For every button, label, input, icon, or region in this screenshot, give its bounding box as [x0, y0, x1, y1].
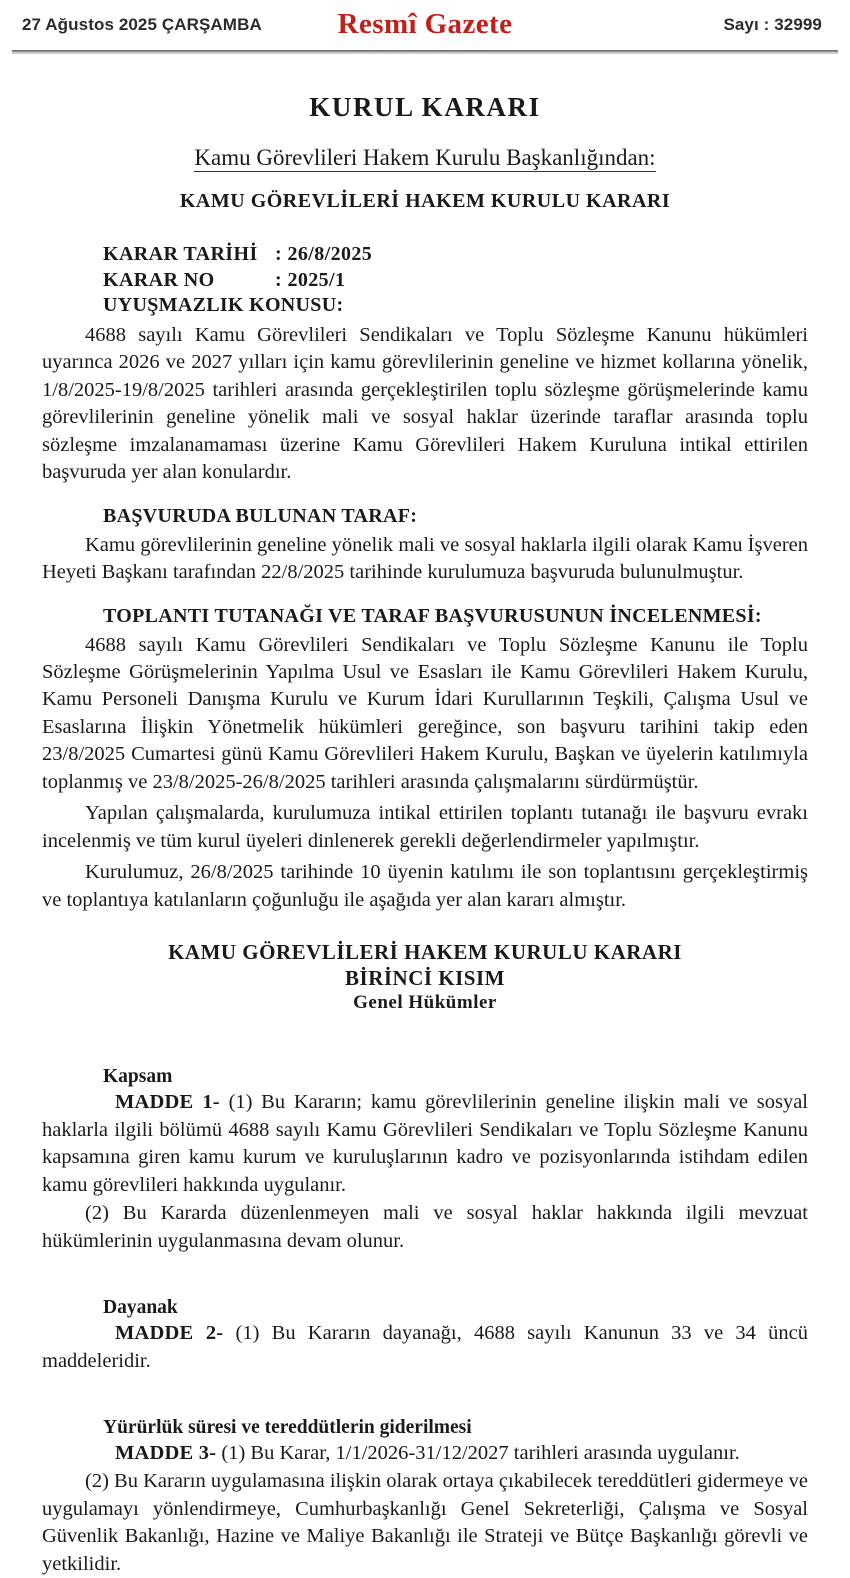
- document-subtitle: KAMU GÖREVLİLERİ HAKEM KURULU KARARI: [179, 190, 671, 212]
- applicant-paragraph: Kamu görevlilerinin geneline yönelik mali ve sosyal haklarla ilgili olarak Kamu İşveren Heyeti Başkanı tarafından 22/8/2025 tarihinde kurulumuza başvuruda bulunulmuştur.: [42, 533, 808, 584]
- article-2-paragraph-1-text: (1) Bu Kararın dayanağı, 4688 sayılı Kanunun 33 ve 34 üncü maddeleridir.: [42, 1322, 808, 1372]
- masthead-divider: [12, 50, 838, 54]
- article-3-paragraph-1-text: (1) Bu Karar, 1/1/2026-31/12/2027 tarihleri arasında uygulanır.: [221, 1441, 740, 1464]
- review-heading: TOPLANTI TUTANAĞI VE TARAF BAŞVURUSUNUN İNCELENMESİ:: [103, 604, 762, 627]
- decision-heading-part: BİRİNCİ KISIM: [345, 966, 505, 991]
- decision-date-label: KARAR TARİHİ: [103, 243, 258, 265]
- issue-number: Sayı : 32999: [723, 15, 822, 34]
- masthead: [0, 0, 850, 50]
- issuing-authority-text: Kamu Görevlileri Hakem Kurulu Başkanlığından:: [194, 145, 656, 170]
- article-1-paragraph-2: (2) Bu Kararda düzenlenmeyen mali ve sosyal haklar hakkında ilgili mevzuat hükümlerinin uygulanmasına devam olunur.: [42, 1202, 808, 1252]
- decision-no-label: KARAR NO: [103, 268, 215, 291]
- publication-date: 27 Ağustos 2025 ÇARŞAMBA: [22, 15, 262, 34]
- document-page: [0, 92, 850, 1578]
- decision-date-value: : 26/8/2025: [275, 243, 373, 265]
- article-1-number: MADDE 1-: [115, 1091, 220, 1114]
- dispute-subject-heading: UYUŞMAZLIK KONUSU:: [103, 294, 344, 317]
- meeting-paragraph: Kurulumuz, 26/8/2025 tarihinde 10 üyenin katılımı ile son toplantısını gerçekleştirmiş ve toplantıya katılanların çoğunluğu ile aşağıda yer alan kararı almıştır.: [42, 861, 808, 911]
- decision-heading-section: Genel Hükümler: [353, 992, 497, 1014]
- spacer: [30, 1014, 820, 1036]
- decision-date-row: [103, 242, 820, 268]
- article-3-paragraph-2: (2) Bu Kararın uygulamasına ilişkin olarak ortaya çıkabilecek tereddütleri gidermeye ve uygulamayı yönlendirmeye, Cumhurbaşkanlığı Genel Sekreterliği, Çalışma ve Sosyal Güvenlik Bakanlığı, Hazine ve Maliye Bakanlığı ile Strateji ve Bütçe Başkanlığı görevli ve yetkilidir.: [42, 1470, 808, 1575]
- decision-meta: [30, 242, 820, 319]
- article-1-paragraph-1: [30, 1089, 820, 1199]
- review-paragraph: 4688 sayılı Kamu Görevlileri Sendikaları ve Toplu Sözleşme Kanunu ile Toplu Sözleşme Görüşmelerinin Yapılma Usul ve Esasları ile Kamu Görevlileri Hakem Kurulu, Kamu Personeli Danışma Kurulu ve Kurum İdari Kurullarının Teşkili, Çalışma Usul ve Esaslarına İlişkin Yönetmelik hükümleri gereğince, son başvuru tarihini takip eden 23/8/2025 Cumartesi günü Kamu Görevlileri Hakem Kurulu, Başkan ve üyelerin katılımıyla toplanmış ve 23/8/2025-26/8/2025 tarihleri arasında çalışmalarını sürdürmüştür.: [42, 633, 808, 793]
- works-paragraph: Yapılan çalışmalarda, kurulumuza intikal ettirilen toplantı tutanağı ile başvuru evrakı incelenmiş ve tüm kurul üyeleri dinlenerek gerekli değerlendirmeler yapılmıştır.: [42, 802, 808, 852]
- applicant-heading: BAŞVURUDA BULUNAN TARAF:: [103, 504, 418, 527]
- article-1-paragraph-1-text: (1) Bu Kararın; kamu görevlilerinin geneline ilişkin mali ve sosyal haklarla ilgili bölümü 4688 sayılı Kamu Görevlileri Sendikaları ve Toplu Sözleşme Kanunu kapsamına giren kamu kurum ve kuruluşlarının kadro ve pozisyonlarında istihdam edilen kamu görevlileri hakkında uygulanır.: [42, 1091, 808, 1196]
- decision-heading-primary: KAMU GÖREVLİLERİ HAKEM KURULU KARARI: [168, 940, 682, 965]
- article-3-title: Yürürlük süresi ve tereddütlerin giderilmesi: [103, 1416, 472, 1438]
- article-2-number: MADDE 2-: [115, 1322, 224, 1345]
- spacer: [30, 1375, 820, 1387]
- decision-no-value: : 2025/1: [275, 268, 346, 291]
- decision-no-row: [103, 268, 820, 294]
- article-1-title: Kapsam: [103, 1066, 173, 1088]
- article-2-paragraph-1: [30, 1320, 820, 1375]
- spacer: [30, 1255, 820, 1267]
- issuing-authority: [30, 145, 820, 171]
- page-title: KURUL KARARI: [309, 92, 541, 122]
- dispute-paragraph: 4688 sayılı Kamu Görevlileri Sendikaları ve Toplu Sözleşme Kanunu hükümleri uyarınca 2026 ve 2027 yılları için kamu görevlilerinin geneline ve hizmet kollarına yönelik, 1/8/2025-19/8/2025 tarihleri arasında gerçekleştirilen toplu sözleşme görüşmelerinde kamu görevlilerinin geneline yönelik mali ve sosyal haklar üzerinde taraflar arasında toplu sözleşme imzalanamaması üzerine Kamu Görevlileri Hakem Kuruluna intikal ettirilen başvuruda yer alan konulardır.: [42, 323, 808, 484]
- article-2-title: Dayanak: [103, 1297, 178, 1319]
- article-3-paragraph-1: [30, 1440, 820, 1467]
- gazette-title: Resmî Gazete: [337, 8, 513, 40]
- article-3-number: MADDE 3-: [115, 1441, 217, 1464]
